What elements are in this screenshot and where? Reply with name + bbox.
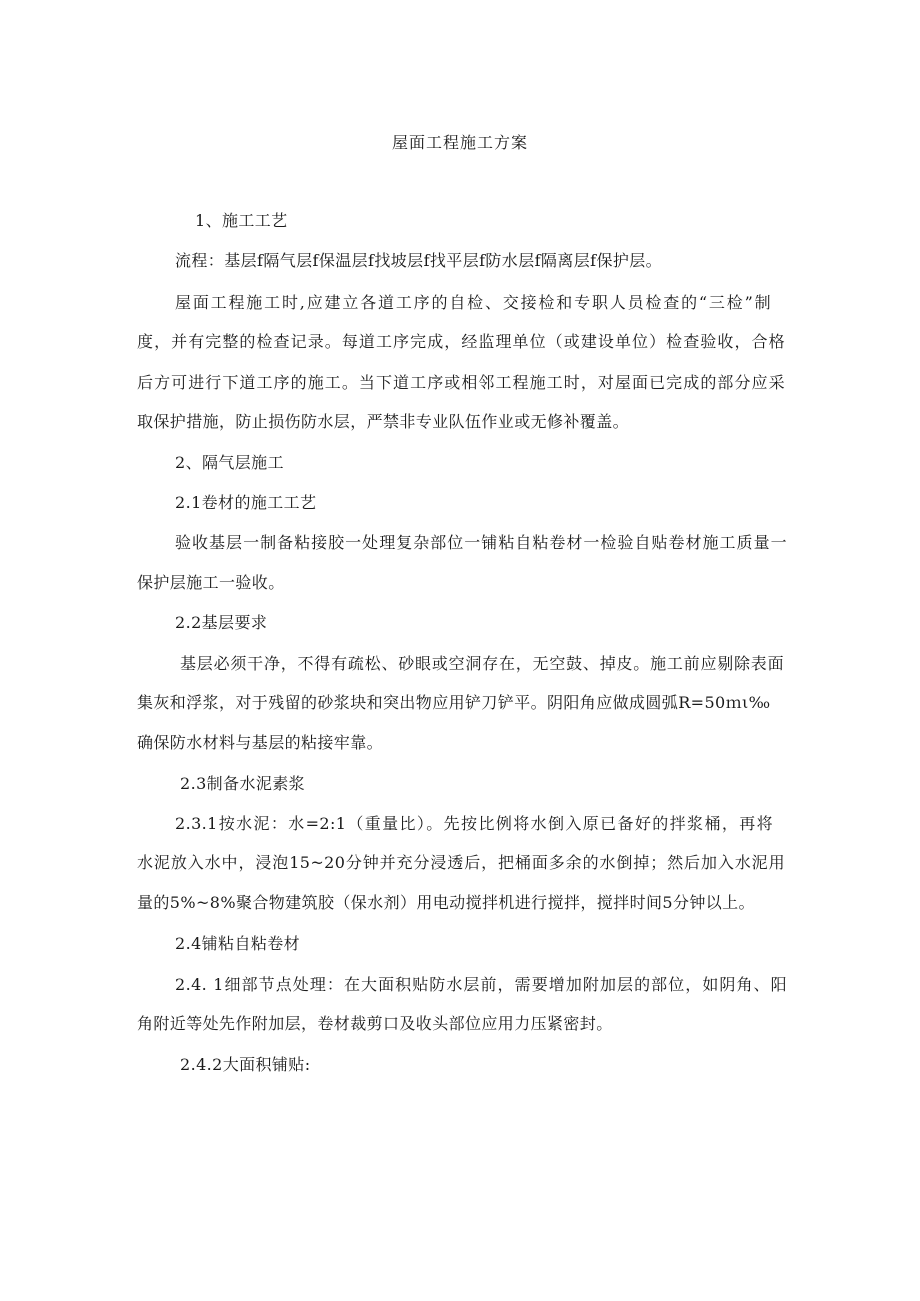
heading-2-2: 2.2基层要求 [175,613,268,632]
heading-2-vapor-barrier: 2、隔气层施工 [175,453,284,472]
paragraph-line: 度，并有完整的检查记录。每道工序完成，经监理单位（或建设单位）检查验收，合格 [137,332,785,351]
paragraph-line: 水泥放入水中，浸泡15~20分钟并充分浸透后，把桶面多余的水倒掉；然后加入水泥用 [137,853,785,872]
heading-2-3: 2.3制备水泥素浆 [180,774,306,793]
paragraph-line: 2.3.1按水泥：水=2:1（重量比）。先按比例将水倒入原已备好的拌浆桶，再将 [175,814,773,833]
heading-2-4: 2.4铺粘自粘卷材 [175,934,301,953]
paragraph-line: 集灰和浮浆，对于残留的砂浆块和突出物应用铲刀铲平。阴阳角应做成圆弧R=50ｍι‰ [137,693,771,712]
paragraph-line: 确保防水材料与基层的粘接牢靠。 [137,733,384,752]
paragraph-line: 后方可进行下道工序的施工。当下道工序或相邻工程施工时，对屋面已完成的部分应采 [137,373,785,392]
paragraph-line: 验收基层一制备粘接胶一处理复杂部位一铺粘自粘卷材一检验自贴卷材施工质量一 [175,533,787,552]
paragraph-line: 保护层施工一验收。 [137,573,285,592]
paragraph-line: 取保护措施，防止损伤防水层，严禁非专业队伍作业或无修补覆盖。 [137,412,630,431]
heading-1-process: 1、施工工艺 [195,211,288,230]
paragraph-flow: 流程：基层f隔气层f保温层f找坡层f找平层f防水层f隔离层f保护层。 [175,251,663,270]
paragraph-line: 2.4. 1细部节点处理：在大面积贴防水层前，需要增加附加层的部位，如阴角、阳 [175,975,787,994]
paragraph-line: 角附近等处先作附加层，卷材裁剪口及收头部位应用力压紧密封。 [137,1014,613,1033]
paragraph-line: 基层必须干净，不得有疏松、砂眼或空洞存在，无空鼓、掉皮。施工前应剔除表面 [180,654,784,673]
paragraph-line: 量的5%~8%聚合物建筑胶（保水剂）用电动搅拌机进行搅拌，搅拌时间5分钟以上。 [137,893,755,912]
paragraph-line: 屋面工程施工时,应建立各道工序的自检、交接检和专职人员检查的“三检”制 [175,293,771,312]
page-title: 屋面工程施工方案 [391,133,528,152]
heading-2-1: 2.1卷材的施工工艺 [175,493,317,512]
heading-2-4-2: 2.4.2大面积铺贴: [180,1055,311,1074]
